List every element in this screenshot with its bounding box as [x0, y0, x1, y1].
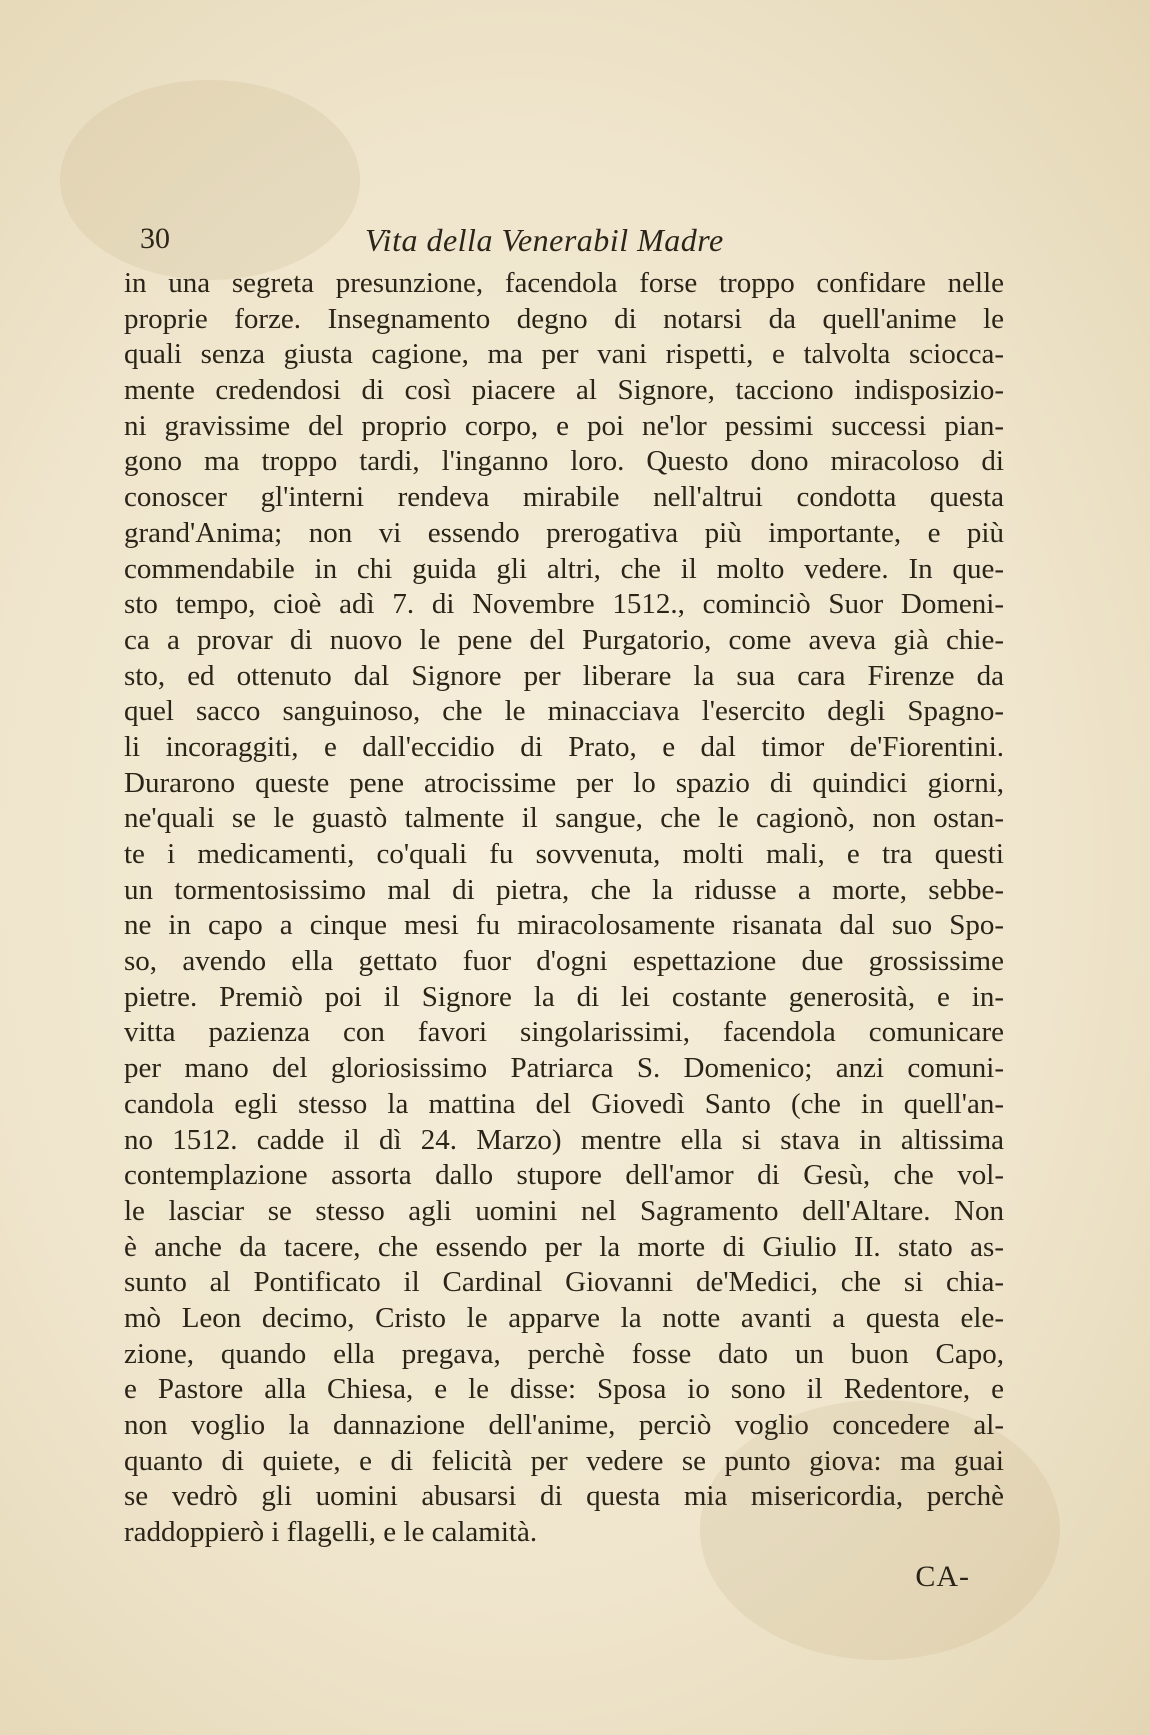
text-line: raddoppierò i flagelli, e le calamità.	[124, 1516, 538, 1549]
text-line: quanto di quiete, e di felicità per vedere se punto giova: ma guai	[124, 1444, 1004, 1477]
page-number: 30	[140, 222, 170, 255]
text-line: gono ma troppo tardi, l'inganno loro. Questo dono miracoloso di	[124, 445, 1004, 478]
text-line: no 1512. cadde il dì 24. Marzo) mentre ella si stava in altissima	[124, 1123, 1004, 1156]
text-line: contemplazione assorta dallo stupore dell'amor di Gesù, che vol-	[124, 1159, 1004, 1192]
text-line: e Pastore alla Chiesa, e le disse: Sposa io sono il Redentore, e	[124, 1373, 1004, 1406]
text-line: sto tempo, cioè adì 7. di Novembre 1512., cominciò Suor Domeni-	[124, 588, 1004, 621]
text-line: sunto al Pontificato il Cardinal Giovanni de'Medici, che si chia-	[124, 1266, 1004, 1299]
text-line: ne'quali se le guastò talmente il sangue, che le cagionò, non ostan-	[124, 802, 1004, 835]
text-line: li incoraggiti, e dall'eccidio di Prato, e dal timor de'Fiorentini.	[124, 730, 1004, 763]
text-line: zione, quando ella pregava, perchè fosse dato un buon Capo,	[124, 1337, 1004, 1370]
text-line: te i medicamenti, co'quali fu sovvenuta, molti mali, e tra questi	[124, 838, 1004, 870]
text-line: se vedrò gli uomini abusarsi di questa mia misericordia, perchè	[124, 1480, 1004, 1513]
text-line: un tormentosissimo mal di pietra, che la ridusse a morte, sebbe-	[124, 873, 1004, 906]
text-line: vitta pazienza con favori singolarissimi, facendola comunicare	[124, 1016, 1004, 1049]
text-line: è anche da tacere, che essendo per la morte di Giulio II. stato as-	[124, 1230, 1004, 1263]
text-line: mò Leon decimo, Cristo le apparve la notte avanti a questa ele-	[124, 1301, 1004, 1334]
catchword: CA-	[915, 1560, 970, 1593]
text-line: grand'Anima; non vi essendo prerogativa più importante, e più	[124, 516, 1004, 549]
text-line: quel sacco sanguinoso, che le minacciava l'esercito degli Spagno-	[124, 695, 1004, 728]
text-line: proprie forze. Insegnamento degno di notarsi da quell'anime le	[124, 302, 1004, 335]
text-line: in una segreta presunzione, facendola forse troppo confidare nelle	[124, 267, 1004, 299]
text-line: Durarono queste pene atrocissime per lo spazio di quindici giorni,	[124, 766, 1004, 799]
text-line: commendabile in chi guida gli altri, che il molto vedere. In que-	[124, 552, 1004, 585]
text-line: candola egli stesso la mattina del Giovedì Santo (che in quell'an-	[124, 1087, 1004, 1120]
body-text	[124, 266, 1004, 1551]
text-line: so, avendo ella gettato fuor d'ogni espettazione due grossissime	[124, 945, 1004, 978]
text-line: quali senza giusta cagione, ma per vani rispetti, e talvolta sciocca-	[124, 338, 1004, 371]
text-line: conoscer gl'interni rendeva mirabile nell'altrui condotta questa	[124, 481, 1004, 514]
text-line: per mano del gloriosissimo Patriarca S. Domenico; anzi comuni-	[124, 1052, 1004, 1085]
text-line: sto, ed ottenuto dal Signore per liberare la sua cara Firenze da	[124, 659, 1004, 692]
text-line: ni gravissime del proprio corpo, e poi ne'lor pessimi successi pian-	[124, 409, 1004, 442]
text-line: mente credendosi di così piacere al Signore, tacciono indisposizio-	[124, 374, 1004, 407]
page-header	[140, 222, 940, 262]
text-line: pietre. Premiò poi il Signore la di lei costante generosità, e in-	[124, 980, 1004, 1013]
running-title: Vita della Venerabil Madre	[365, 222, 724, 258]
text-line: ca a provar di nuovo le pene del Purgatorio, come aveva già chie-	[124, 623, 1004, 656]
text-line: non voglio la dannazione dell'anime, perciò voglio concedere al-	[124, 1409, 1004, 1441]
text-line: le lasciar se stesso agli uomini nel Sagramento dell'Altare. Non	[124, 1194, 1004, 1227]
text-line: ne in capo a cinque mesi fu miracolosamente risanata dal suo Spo-	[124, 909, 1004, 942]
